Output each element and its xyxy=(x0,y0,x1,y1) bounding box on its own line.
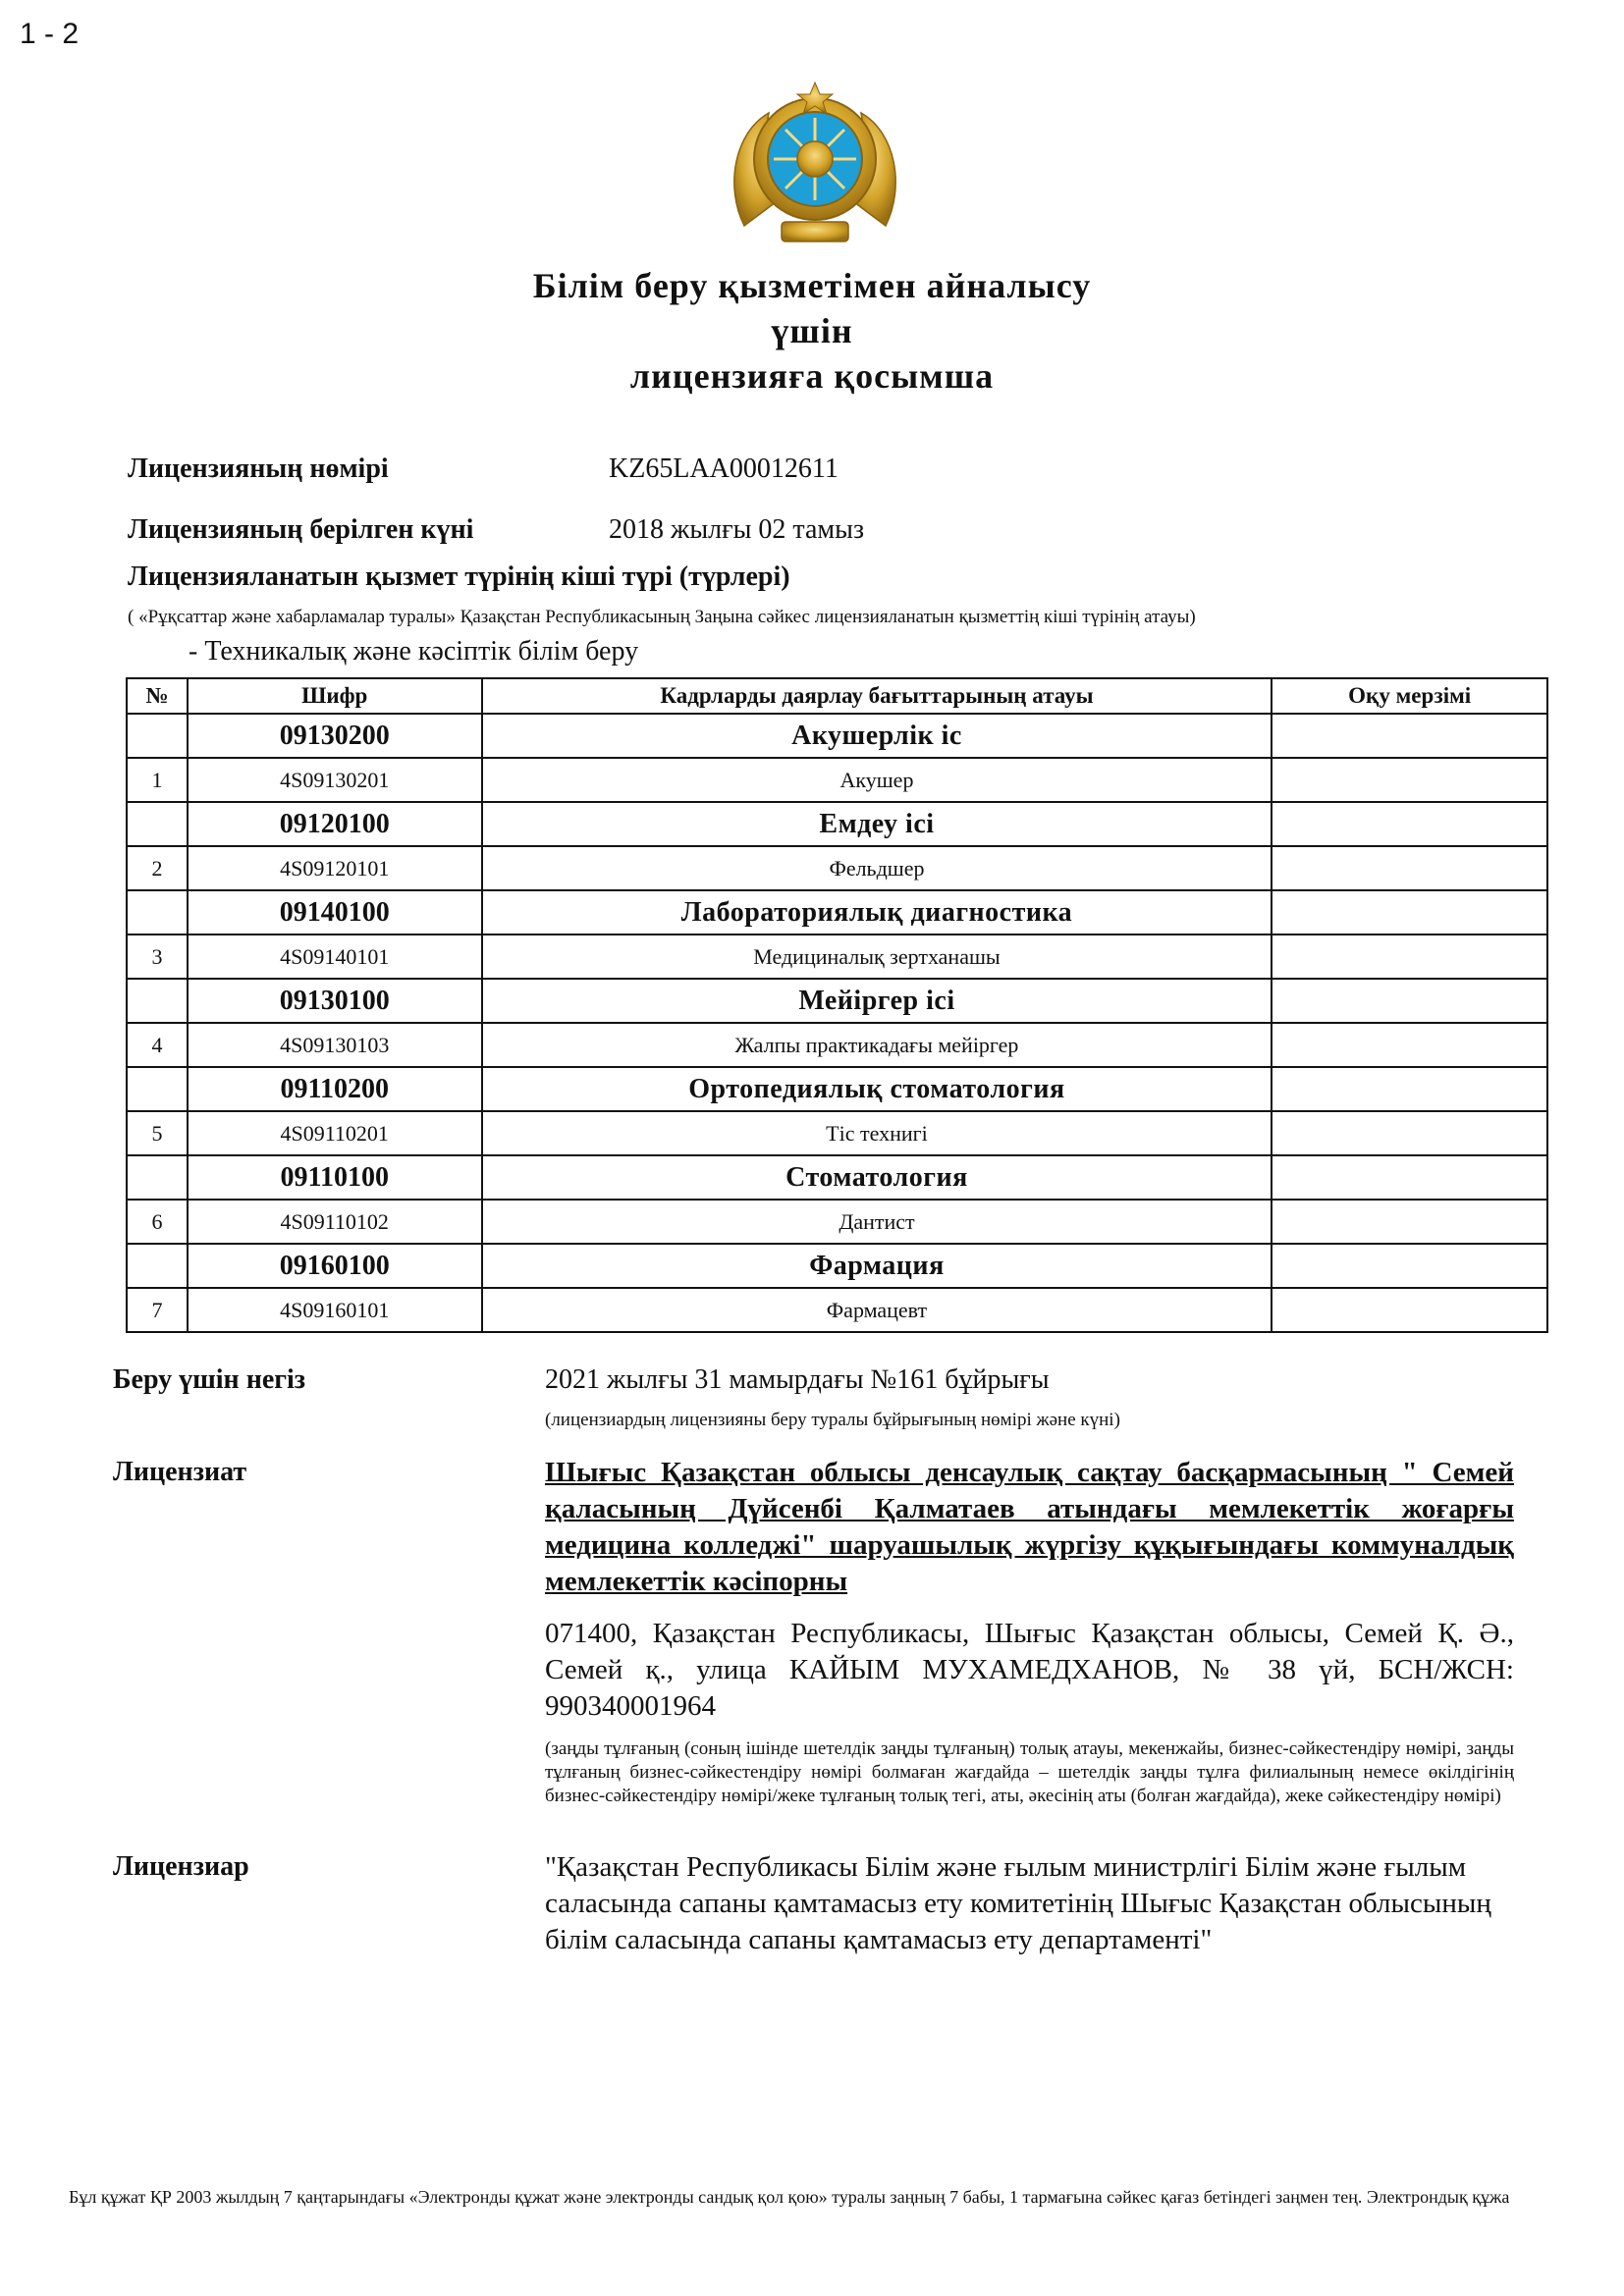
header-code: Шифр xyxy=(188,678,482,714)
cell-term xyxy=(1272,846,1547,890)
cell-code: 09140100 xyxy=(188,890,482,934)
cell-term xyxy=(1272,758,1547,802)
title-line-1: Білім беру қызметімен айналысу xyxy=(532,266,1092,305)
table-row xyxy=(127,758,1547,802)
cell-name: Акушерлік іс xyxy=(482,714,1272,758)
cell-code: 4S09140101 xyxy=(188,934,482,979)
licensee-name: Шығыс Қазақстан облысы денсаулық сақтау басқармасының " Семей қаласының Дүйсенбі Қалматаев атындағы мемлекеттік жоғарғы медицина колледжі" шаруашылық жүргізу құқығындағы коммуналдық мемлекеттік кәсіпорны xyxy=(545,1457,1514,1597)
cell-code: 09130100 xyxy=(188,979,482,1023)
table-group-row xyxy=(127,714,1547,758)
cell-name: Фармацевт xyxy=(482,1288,1272,1332)
title-line-2: үшін xyxy=(771,311,853,350)
cell-num xyxy=(127,979,188,1023)
cell-num xyxy=(127,1244,188,1288)
cell-num: 1 xyxy=(127,758,188,802)
cell-term xyxy=(1272,1244,1547,1288)
licensee-label: Лицензиат xyxy=(113,1457,247,1487)
subtype-label: Лицензияланатын қызмет түрінің кіші түрі (түрлері) xyxy=(128,561,790,592)
table-row xyxy=(127,1288,1547,1332)
subtype-note: ( «Рұқсаттар және хабарламалар туралы» Қазақстан Республикасының Заңына сәйкес лицензияланатын қызметтің кіші түрінің атауы) xyxy=(128,607,1196,627)
cell-name: Лабораториялық диагностика xyxy=(482,890,1272,934)
table-group-row xyxy=(127,802,1547,846)
cell-name: Мейіргер ісі xyxy=(482,979,1272,1023)
cell-code: 4S09160101 xyxy=(188,1288,482,1332)
page-number: 1 - 2 xyxy=(20,18,80,50)
license-number-label: Лицензияның нөмірі xyxy=(128,454,389,484)
table-row xyxy=(127,1111,1547,1155)
cell-name: Емдеу ісі xyxy=(482,802,1272,846)
issue-date-value: 2018 жылғы 02 тамыз xyxy=(609,514,865,545)
cell-code: 4S09130201 xyxy=(188,758,482,802)
table-group-row xyxy=(127,1067,1547,1111)
cell-term xyxy=(1272,1288,1547,1332)
table-header-row xyxy=(127,678,1547,714)
cell-code: 4S09110102 xyxy=(188,1200,482,1244)
cell-code: 4S09130103 xyxy=(188,1023,482,1067)
cell-name: Фельдшер xyxy=(482,846,1272,890)
table-row xyxy=(127,1023,1547,1067)
cell-num: 4 xyxy=(127,1023,188,1067)
cell-num: 6 xyxy=(127,1200,188,1244)
cell-term xyxy=(1272,1200,1547,1244)
cell-code: 09110200 xyxy=(188,1067,482,1111)
cell-num xyxy=(127,714,188,758)
cell-term xyxy=(1272,1111,1547,1155)
basis-label: Беру үшін негіз xyxy=(113,1364,305,1395)
cell-num: 7 xyxy=(127,1288,188,1332)
license-number-value: KZ65LAA00012611 xyxy=(609,454,839,484)
footer-legal-note: Бұл құжат ҚР 2003 жылдың 7 қаңтарындағы «Электронды құжат және электронды сандық қол қою» туралы заңның 7 бабы, 1 тармағына сәйкес қағаз бетіндегі заңмен тең. Электрондық құжа xyxy=(69,2187,1510,2207)
table-group-row xyxy=(127,979,1547,1023)
licensee-note: (заңды тұлғаның (соның ішінде шетелдік заңды тұлғаның) толық атауы, мекенжайы, бизнес-сәйкестендіру нөмірі, заңды тұлғаның бизнес-сәйкестендіру нөмірі болмаған жағдайда – шетелдік заңды тұлға филиалының немесе өкілдігінің бизнес-сәйкестендіру нөмірі/жеке тұлғаның толық тегі, аты, әкесінің аты (болған жағдайда), жеке сәйкестендіру нөмірі) xyxy=(545,1738,1514,1806)
basis-note: (лицензиардың лицензияны беру туралы бұйрығының нөмірі және күні) xyxy=(545,1410,1120,1430)
cell-num xyxy=(127,1155,188,1200)
cell-name: Медициналық зертханашы xyxy=(482,934,1272,979)
table-group-row xyxy=(127,1244,1547,1288)
title-line-3: лицензияға қосымша xyxy=(629,356,995,396)
kazakhstan-state-emblem-icon xyxy=(725,79,905,253)
cell-term xyxy=(1272,1067,1547,1111)
document-title xyxy=(0,263,1624,399)
cell-code: 09120100 xyxy=(188,802,482,846)
cell-term xyxy=(1272,979,1547,1023)
cell-num xyxy=(127,890,188,934)
cell-name: Жалпы практикадағы мейіргер xyxy=(482,1023,1272,1067)
cell-code: 09160100 xyxy=(188,1244,482,1288)
cell-code: 09130200 xyxy=(188,714,482,758)
cell-code: 4S09110201 xyxy=(188,1111,482,1155)
cell-num: 3 xyxy=(127,934,188,979)
cell-name: Ортопедиялық стоматология xyxy=(482,1067,1272,1111)
cell-term xyxy=(1272,1023,1547,1067)
cell-name: Акушер xyxy=(482,758,1272,802)
licensor-value: "Қазақстан Республикасы Білім және ғылым министрлігі Білім және ғылым саласында сапаны қамтамасыз ету комитетінің Шығыс Қазақстан облысының білім саласында сапаны қамтамасыз ету департаменті" xyxy=(545,1851,1491,1955)
header-name: Кадрларды даярлау бағыттарының атауы xyxy=(482,678,1272,714)
table-row xyxy=(127,846,1547,890)
training-directions-table xyxy=(126,677,1548,1333)
cell-term xyxy=(1272,1155,1547,1200)
table-row xyxy=(127,1200,1547,1244)
cell-name: Фармация xyxy=(482,1244,1272,1288)
table-group-row xyxy=(127,890,1547,934)
header-term: Оқу мерзімі xyxy=(1272,678,1547,714)
cell-code: 09110100 xyxy=(188,1155,482,1200)
licensee-address: 071400, Қазақстан Республикасы, Шығыс Қазақстан облысы, Семей Қ. Ә., Семей қ., улица КАЙЫМ МУХАМЕДХАНОВ, № 38 үй, БСН/ЖСН: 990340001964 xyxy=(545,1618,1514,1722)
header-num: № xyxy=(127,678,188,714)
cell-term xyxy=(1272,714,1547,758)
cell-term xyxy=(1272,890,1547,934)
cell-name: Дантист xyxy=(482,1200,1272,1244)
cell-num xyxy=(127,1067,188,1111)
cell-code: 4S09120101 xyxy=(188,846,482,890)
table-group-row xyxy=(127,1155,1547,1200)
cell-name: Тіс технигі xyxy=(482,1111,1272,1155)
cell-num: 5 xyxy=(127,1111,188,1155)
table-row xyxy=(127,934,1547,979)
cell-num: 2 xyxy=(127,846,188,890)
subtype-value: - Техникалық және кәсіптік білім беру xyxy=(189,636,639,667)
cell-name: Стоматология xyxy=(482,1155,1272,1200)
cell-term xyxy=(1272,802,1547,846)
cell-term xyxy=(1272,934,1547,979)
basis-value: 2021 жылғы 31 мамырдағы №161 бұйрығы xyxy=(545,1364,1050,1395)
cell-num xyxy=(127,802,188,846)
issue-date-label: Лицензияның берілген күні xyxy=(128,514,474,545)
licensor-label: Лицензиар xyxy=(113,1851,249,1882)
